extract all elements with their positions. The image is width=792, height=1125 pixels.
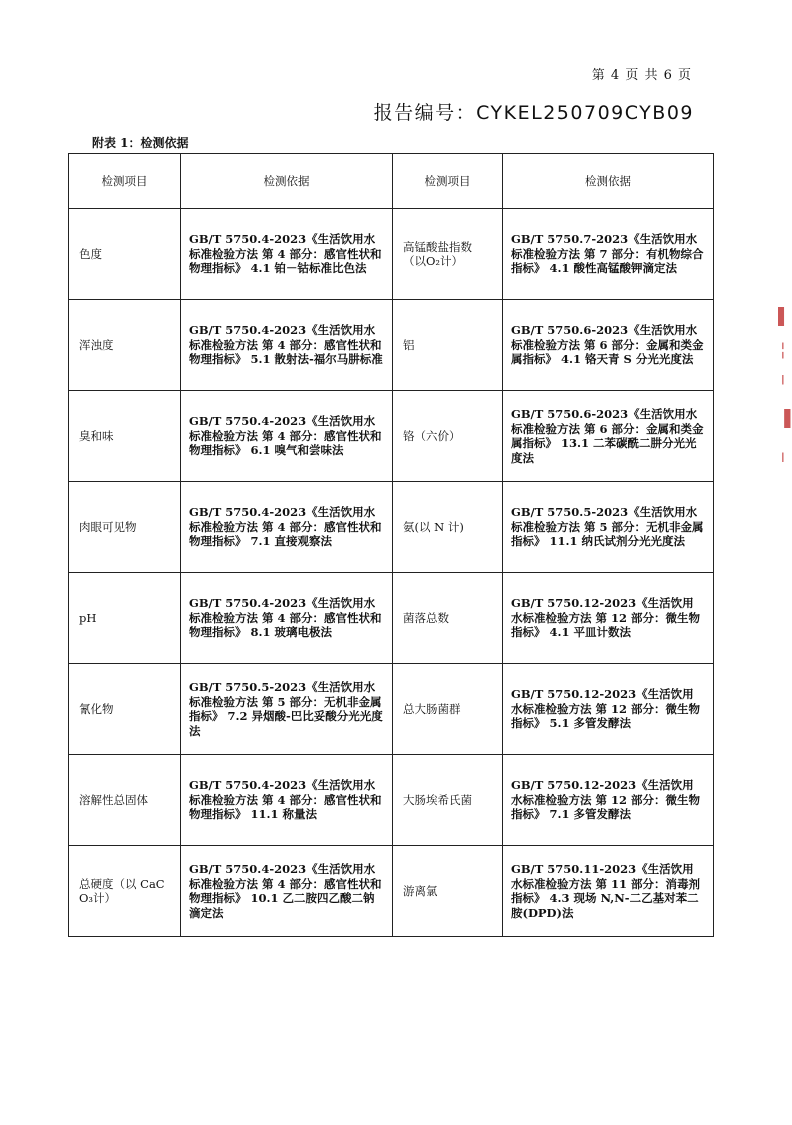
item-cell: 肉眼可见物	[69, 482, 181, 573]
basis-cell: GB/T 5750.12-2023《生活饮用水标准检验方法 第 12 部分：微生物指标》 4.1 平皿计数法	[503, 573, 714, 664]
col-header-basis-1: 检测依据	[181, 154, 393, 209]
appendix-title: 附表 1：检测依据	[92, 136, 189, 150]
criteria-table	[68, 153, 714, 937]
report-number: 报告编号：CYKEL250709CYB09	[373, 102, 694, 124]
item-cell: 总大肠菌群	[393, 664, 503, 755]
basis-cell: GB/T 5750.7-2023《生活饮用水标准检验方法 第 7 部分：有机物综合指标》 4.1 酸性高锰酸钾滴定法	[503, 209, 714, 300]
basis-cell: GB/T 5750.6-2023《生活饮用水标准检验方法 第 6 部分：金属和类金属指标》 13.1 二苯碳酰二肼分光光度法	[503, 391, 714, 482]
seal-stamp-edge: ▌ ╎ ╵ ▐ ╷	[778, 307, 791, 462]
table-row	[69, 664, 714, 755]
item-cell: 氨(以 N 计)	[393, 482, 503, 573]
table-row	[69, 573, 714, 664]
page-counter: 第 4 页 共 6 页	[591, 68, 692, 83]
item-cell: 铬（六价）	[393, 391, 503, 482]
header-row	[69, 154, 714, 209]
item-cell: 铝	[393, 300, 503, 391]
basis-cell: GB/T 5750.4-2023《生活饮用水标准检验方法 第 4 部分：感官性状和物理指标》 5.1 散射法-福尔马肼标准	[181, 300, 393, 391]
item-cell: 游离氯	[393, 846, 503, 937]
item-cell: 浑浊度	[69, 300, 181, 391]
basis-cell: GB/T 5750.4-2023《生活饮用水标准检验方法 第 4 部分：感官性状和物理指标》 4.1 铂－钴标准比色法	[181, 209, 393, 300]
basis-cell: GB/T 5750.4-2023《生活饮用水标准检验方法 第 4 部分：感官性状和物理指标》 8.1 玻璃电极法	[181, 573, 393, 664]
basis-cell: GB/T 5750.6-2023《生活饮用水标准检验方法 第 6 部分：金属和类金属指标》 4.1 铬天青 S 分光光度法	[503, 300, 714, 391]
basis-cell: GB/T 5750.5-2023《生活饮用水标准检验方法 第 5 部分：无机非金属指标》 11.1 纳氏试剂分光光度法	[503, 482, 714, 573]
col-header-item-1: 检测项目	[69, 154, 181, 209]
col-header-item-2: 检测项目	[393, 154, 503, 209]
basis-cell: GB/T 5750.4-2023《生活饮用水标准检验方法 第 4 部分：感官性状和物理指标》 6.1 嗅气和尝味法	[181, 391, 393, 482]
table-row	[69, 300, 714, 391]
item-cell: pH	[69, 573, 181, 664]
table-row	[69, 209, 714, 300]
item-cell: 大肠埃希氏菌	[393, 755, 503, 846]
table-body	[69, 209, 714, 937]
basis-cell: GB/T 5750.5-2023《生活饮用水标准检验方法 第 5 部分：无机非金属指标》 7.2 异烟酸-巴比妥酸分光光度法	[181, 664, 393, 755]
table-row	[69, 482, 714, 573]
item-cell: 菌落总数	[393, 573, 503, 664]
item-cell: 高锰酸盐指数（以O₂计）	[393, 209, 503, 300]
table-row	[69, 391, 714, 482]
basis-cell: GB/T 5750.4-2023《生活饮用水标准检验方法 第 4 部分：感官性状和物理指标》 10.1 乙二胺四乙酸二钠滴定法	[181, 846, 393, 937]
item-cell: 臭和味	[69, 391, 181, 482]
col-header-basis-2: 检测依据	[503, 154, 714, 209]
basis-cell: GB/T 5750.4-2023《生活饮用水标准检验方法 第 4 部分：感官性状和物理指标》 7.1 直接观察法	[181, 482, 393, 573]
table-row	[69, 846, 714, 937]
item-cell: 总硬度（以 CaCO₃计）	[69, 846, 181, 937]
basis-cell: GB/T 5750.4-2023《生活饮用水标准检验方法 第 4 部分：感官性状和物理指标》 11.1 称量法	[181, 755, 393, 846]
table-header	[69, 154, 714, 209]
basis-cell: GB/T 5750.12-2023《生活饮用水标准检验方法 第 12 部分：微生物指标》 5.1 多管发酵法	[503, 664, 714, 755]
item-cell: 溶解性总固体	[69, 755, 181, 846]
item-cell: 色度	[69, 209, 181, 300]
basis-cell: GB/T 5750.12-2023《生活饮用水标准检验方法 第 12 部分：微生物指标》 7.1 多管发酵法	[503, 755, 714, 846]
basis-cell: GB/T 5750.11-2023《生活饮用水标准检验方法 第 11 部分：消毒剂指标》 4.3 现场 N,N-二乙基对苯二胺(DPD)法	[503, 846, 714, 937]
table-row	[69, 755, 714, 846]
item-cell: 氰化物	[69, 664, 181, 755]
